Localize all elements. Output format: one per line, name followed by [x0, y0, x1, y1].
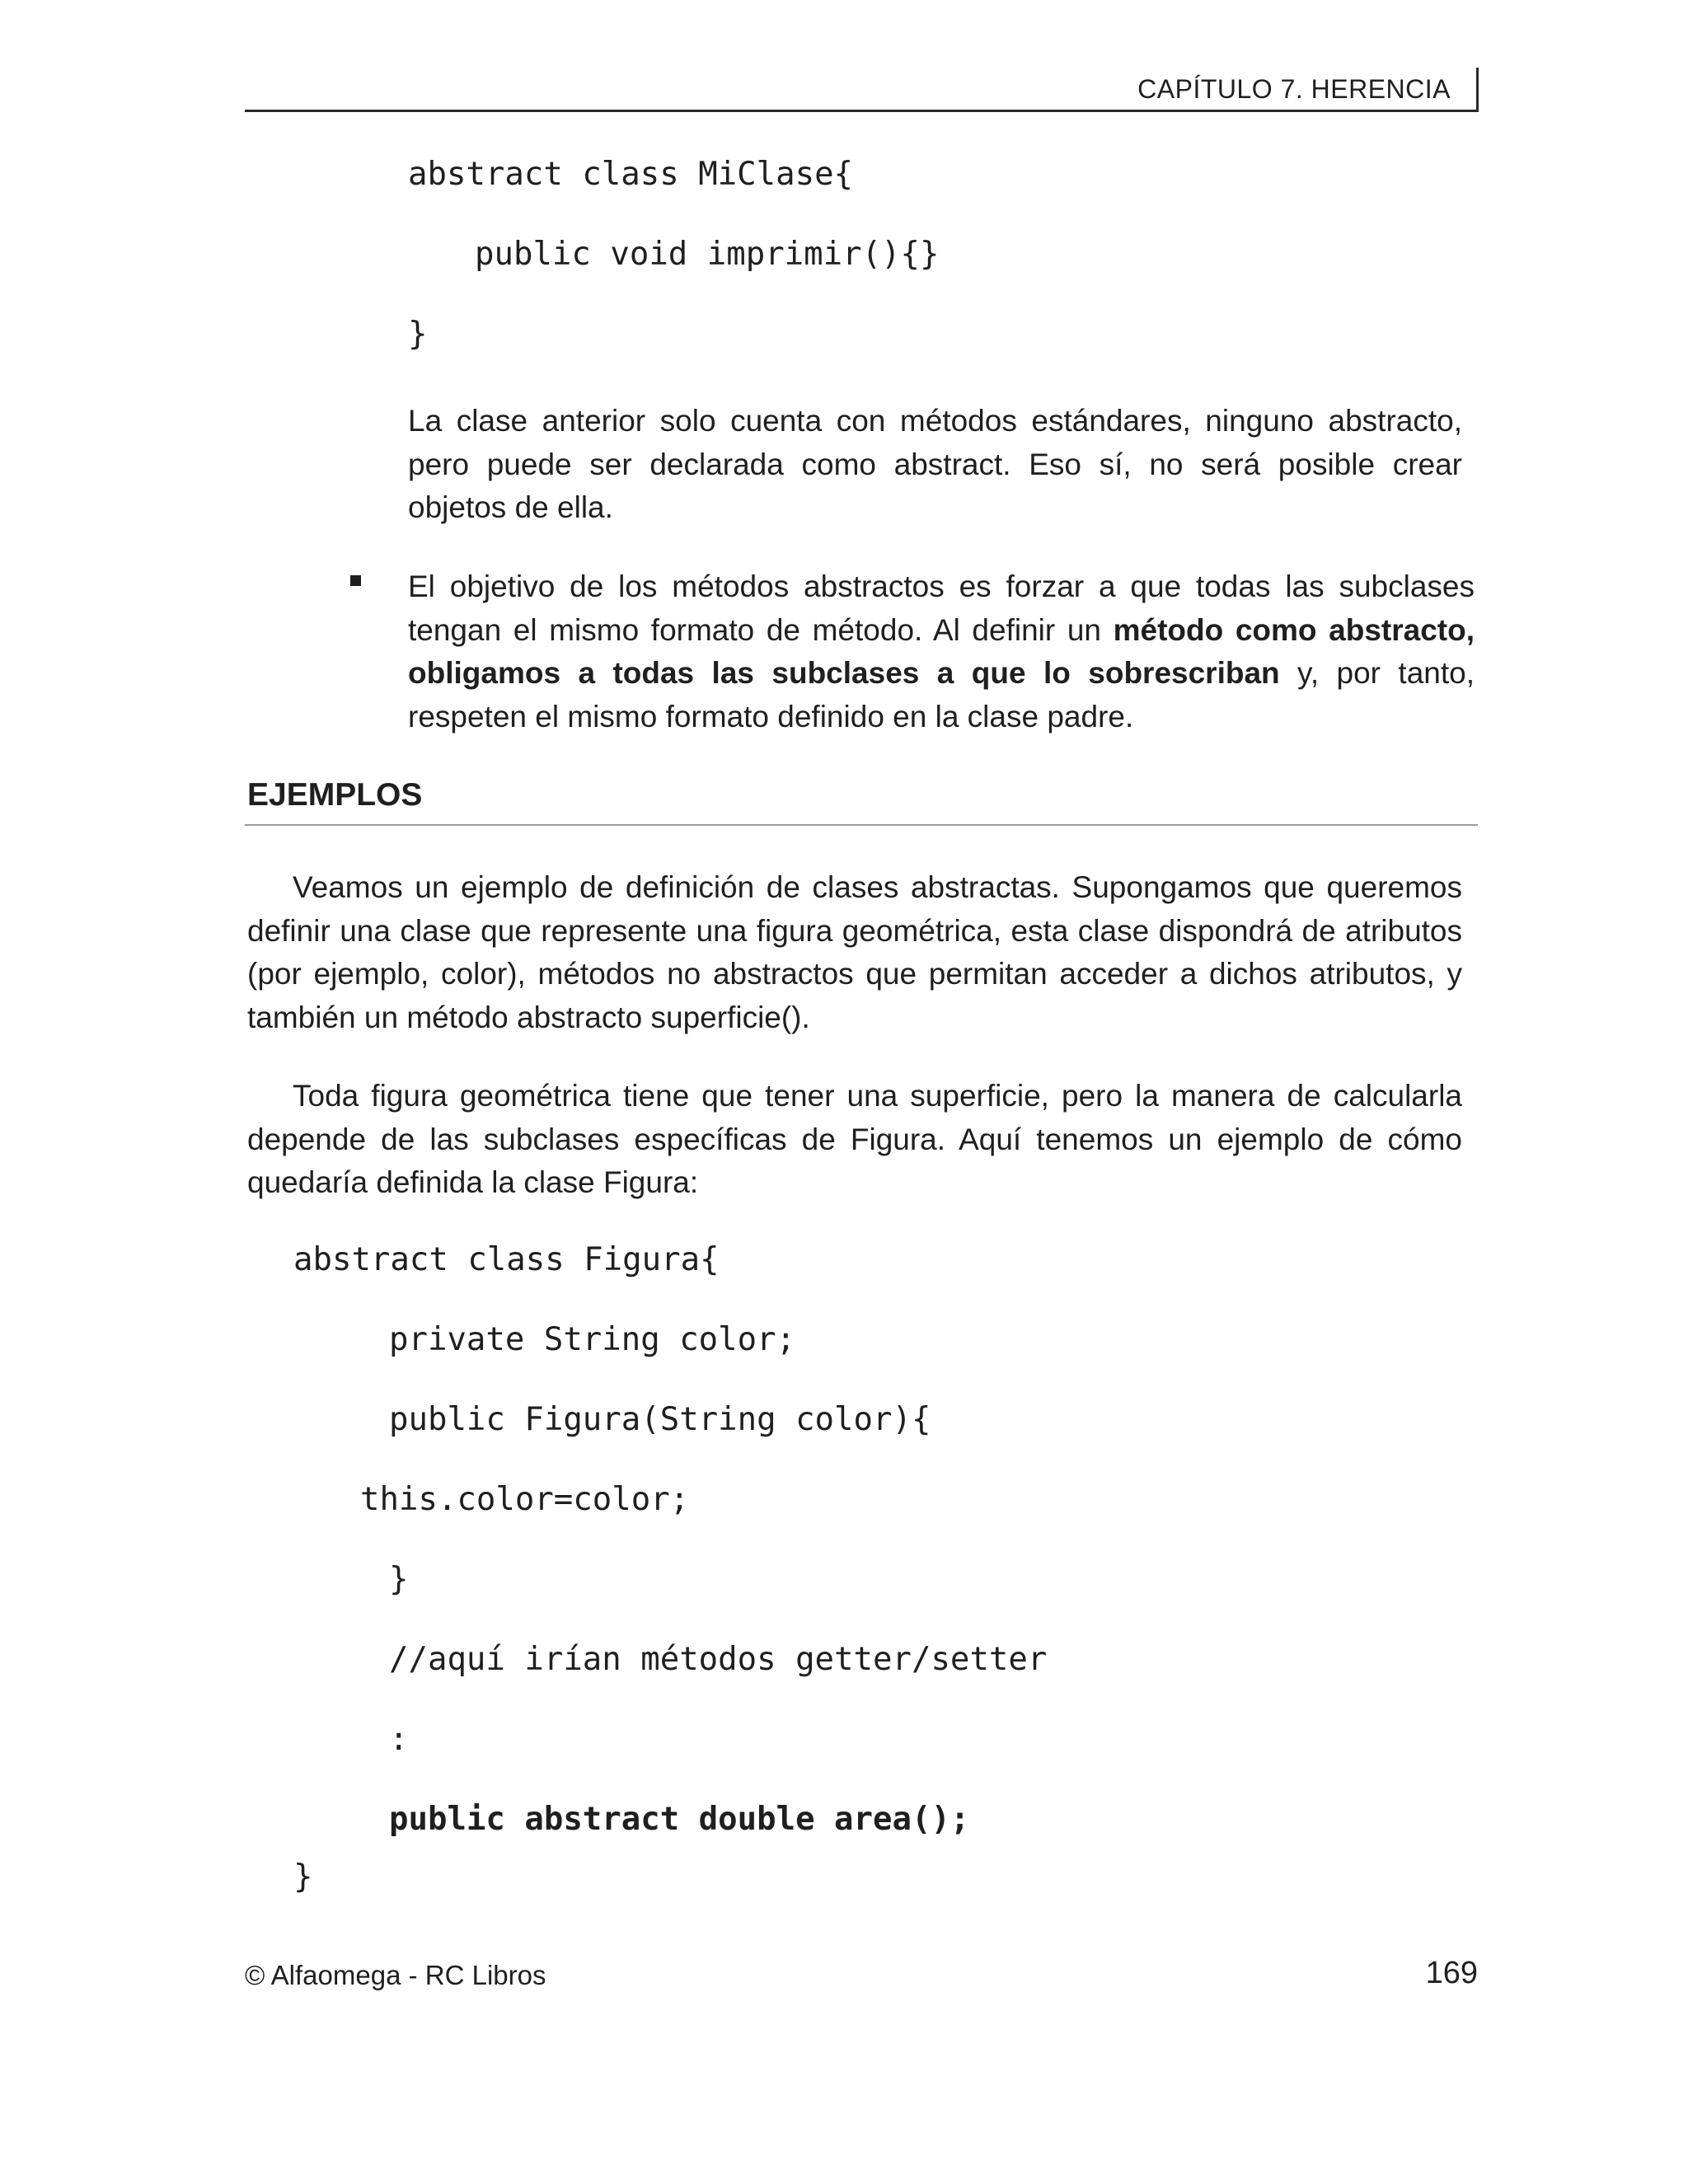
bullet-text-bold: método como abstracto, obligamos a todas las subclases a que lo sobrescriban	[408, 612, 1475, 690]
note-paragraph: La clase anterior solo cuenta con métodos estándares, ninguno abstracto, pero puede ser declarada como abstract. Eso sí, no será posible crear objetos de ella.	[408, 404, 1462, 524]
code-line: private String color;	[389, 1321, 796, 1358]
code-line: }	[408, 316, 428, 353]
code-line: abstract class Figura{	[293, 1241, 720, 1278]
header-rule	[245, 110, 1478, 112]
bullet-item-text	[408, 565, 1475, 738]
page-number: 169	[1425, 1956, 1478, 1990]
header-rule-tick	[1476, 68, 1479, 112]
code-comment: //aquí irían métodos getter/setter	[389, 1641, 1048, 1678]
running-head: CAPÍTULO 7. HERENCIA	[1137, 74, 1451, 104]
bullet-text-regular-end: y, por tanto, respeten el mismo formato definido en la clase padre.	[408, 656, 1475, 733]
code-line: }	[389, 1561, 409, 1598]
section-heading-rule	[245, 824, 1478, 826]
code-line-bold: public abstract double area();	[389, 1801, 970, 1838]
footer-publisher: © Alfaomega - RC Libros	[245, 1960, 546, 1990]
bullet-text-regular: El objetivo de los métodos abstractos es forzar a que todas las subclases tengan el mismo formato de método. Al definir un	[408, 569, 1475, 647]
square-bullet-icon	[350, 575, 361, 586]
code-line: public Figura(String color){	[389, 1401, 931, 1438]
code-line: this.color=color;	[360, 1481, 690, 1518]
body-paragraph: Toda figura geométrica tiene que tener una superficie, pero la manera de calcularla depende de las subclases específicas de Figura. Aquí tenemos un ejemplo de cómo quedaría definida la clase Figura:	[247, 1079, 1462, 1199]
section-heading: EJEMPLOS	[247, 777, 423, 813]
code-line: public void imprimir(){}	[475, 236, 940, 273]
body-paragraph: Veamos un ejemplo de definición de clases abstractas. Supongamos que queremos definir una clase que represente una figura geométrica, esta clase dispondrá de atributos (por ejemplo, color), métodos no abstractos que permitan acceder a dichos atributos, y también un método abstracto superficie().	[247, 870, 1462, 1034]
code-line: :	[389, 1721, 409, 1758]
code-line: }	[293, 1858, 313, 1896]
code-line: abstract class MiClase{	[408, 156, 854, 193]
